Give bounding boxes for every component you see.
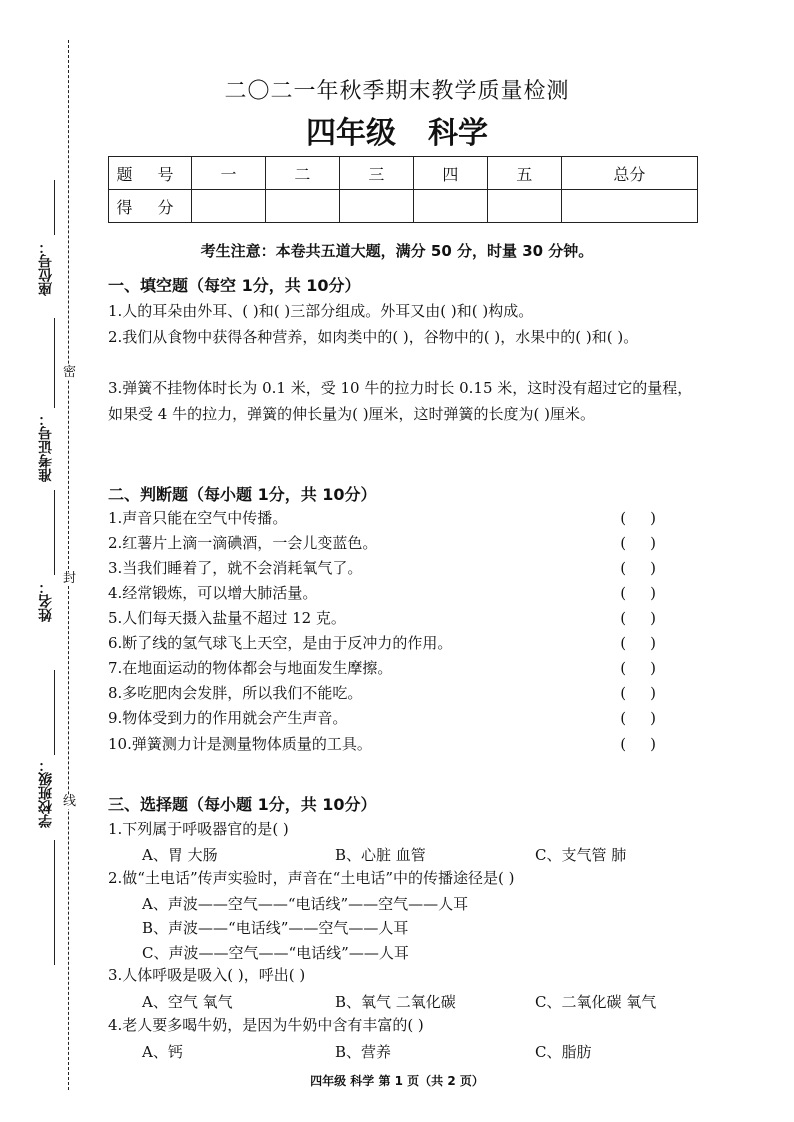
answer-paren[interactable]: () bbox=[620, 709, 680, 727]
choice-option-c[interactable]: C、二氧化碳 氧气 bbox=[535, 993, 657, 1011]
choice-option-a[interactable]: A、胃 大肠 bbox=[142, 846, 218, 864]
answer-paren[interactable]: () bbox=[620, 559, 680, 577]
choice-question-3: 3.人体呼吸是吸入( )，呼出( ) bbox=[108, 966, 306, 984]
score-row-label: 得 分 bbox=[109, 190, 192, 223]
answer-paren[interactable]: () bbox=[620, 534, 680, 552]
section2-title: 二、判断题（每小题 1分，共 10分） bbox=[108, 485, 377, 504]
judge-text: 5.人们每天摄入盐量不超过 12 克。 bbox=[108, 609, 346, 627]
judge-item bbox=[108, 556, 688, 581]
score-header-cell: 三 bbox=[339, 157, 413, 190]
judge-text: 7.在地面运动的物体都会与地面发生摩擦。 bbox=[108, 659, 393, 677]
score-header-cell: 五 bbox=[487, 157, 561, 190]
judge-text: 3.当我们睡着了，就不会消耗氧气了。 bbox=[108, 559, 363, 577]
score-header-cell: 总分 bbox=[561, 157, 697, 190]
judge-text: 2.红薯片上滴一滴碘酒，一会儿变蓝色。 bbox=[108, 534, 378, 552]
answer-paren[interactable]: () bbox=[620, 659, 680, 677]
answer-paren[interactable]: () bbox=[620, 634, 680, 652]
exam-number-label: 准考证号： bbox=[38, 412, 54, 482]
choice-option-a[interactable]: A、空气 氧气 bbox=[142, 993, 233, 1011]
judge-text: 1.声音只能在空气中传播。 bbox=[108, 509, 288, 527]
score-cell[interactable] bbox=[265, 190, 339, 223]
page-footer: 四年级 科学 第 1 页（共 2 页） bbox=[310, 1074, 484, 1088]
judge-text: 9.物体受到力的作用就会产生声音。 bbox=[108, 709, 348, 727]
seal-char-feng: 封 bbox=[63, 571, 77, 586]
judge-text: 10.弹簧测力计是测量物体质量的工具。 bbox=[108, 735, 372, 753]
choice-option-b[interactable]: B、氧气 二氧化碳 bbox=[335, 993, 456, 1011]
choice-option-b[interactable]: B、营养 bbox=[335, 1043, 392, 1061]
answer-paren[interactable]: () bbox=[620, 509, 680, 527]
exam-number-line[interactable] bbox=[54, 318, 55, 408]
judge-item bbox=[108, 706, 688, 731]
score-header-cell: 题 号 bbox=[109, 157, 192, 190]
section1-title: 一、填空题（每空 1分，共 10分） bbox=[108, 276, 361, 295]
score-cell[interactable] bbox=[339, 190, 413, 223]
exam-subtitle bbox=[0, 108, 794, 152]
judge-item bbox=[108, 506, 688, 531]
section3-title: 三、选择题（每小题 1分，共 10分） bbox=[108, 795, 377, 814]
fill-question-3: 3.弹簧不挂物体时长为 0.1 米，受 10 牛的拉力时长 0.15 米，这时没有超过它的量程，如果受 4 牛的拉力，弹簧的伸长量为( )厘米，这时弹簧的长度为( )厘米。 bbox=[108, 379, 693, 423]
seat-number-line[interactable] bbox=[54, 180, 55, 235]
score-header-cell: 二 bbox=[265, 157, 339, 190]
score-table bbox=[108, 156, 698, 223]
judge-text: 6.断了线的氢气球飞上天空，是由于反冲力的作用。 bbox=[108, 634, 453, 652]
judge-text: 4.经常锻炼，可以增大肺活量。 bbox=[108, 584, 318, 602]
choice-question-1: 1.下列属于呼吸器官的是( ) bbox=[108, 820, 289, 838]
school-label: 学校 bbox=[38, 800, 54, 828]
score-table-header-row bbox=[109, 157, 698, 190]
choice-question-4: 4.老人要多喝牛奶，是因为牛奶中含有丰富的( ) bbox=[108, 1016, 424, 1034]
binding-strip bbox=[0, 0, 90, 1122]
judge-item bbox=[108, 681, 688, 706]
answer-paren[interactable]: () bbox=[620, 584, 680, 602]
name-label: 姓名： bbox=[38, 580, 54, 622]
score-cell[interactable] bbox=[413, 190, 487, 223]
seal-char-mi: 密 bbox=[63, 365, 77, 380]
seal-char-xian: 线 bbox=[63, 794, 77, 809]
choice-option-c[interactable]: C、声波——空气——“电话线”——人耳 bbox=[142, 944, 409, 962]
answer-paren[interactable]: () bbox=[620, 684, 680, 702]
score-cell[interactable] bbox=[561, 190, 697, 223]
score-cell[interactable] bbox=[487, 190, 561, 223]
school-line[interactable] bbox=[54, 840, 55, 965]
choice-option-b[interactable]: B、声波——“电话线”——空气——人耳 bbox=[142, 919, 409, 937]
choice-option-b[interactable]: B、心脏 血管 bbox=[335, 846, 426, 864]
grade-label: 四年级 bbox=[306, 116, 396, 151]
judge-item bbox=[108, 732, 688, 757]
choice-option-c[interactable]: C、支气管 肺 bbox=[535, 846, 627, 864]
class-label: 班级： bbox=[38, 758, 54, 800]
judge-item bbox=[108, 606, 688, 631]
judge-item bbox=[108, 531, 688, 556]
score-header-cell: 四 bbox=[413, 157, 487, 190]
exam-notice: 考生注意：本卷共五道大题，满分 50 分，时量 30 分钟。 bbox=[200, 242, 594, 260]
score-table-score-row bbox=[109, 190, 698, 223]
judge-item bbox=[108, 581, 688, 606]
fill-question-2: 2.我们从食物中获得各种营养，如肉类中的( )，谷物中的( )，水果中的( )和( )。 bbox=[108, 328, 639, 346]
score-header-cell: 一 bbox=[192, 157, 266, 190]
choice-option-c[interactable]: C、脂肪 bbox=[535, 1043, 592, 1061]
seal-dashed-line bbox=[68, 40, 69, 1090]
exam-title: 二〇二一年秋季期末教学质量检测 bbox=[224, 79, 570, 104]
judge-item bbox=[108, 656, 688, 681]
judge-text: 8.多吃肥肉会发胖，所以我们不能吃。 bbox=[108, 684, 363, 702]
choice-option-a[interactable]: A、钙 bbox=[142, 1043, 183, 1061]
answer-paren[interactable]: () bbox=[620, 735, 680, 753]
subject-label: 科学 bbox=[428, 116, 488, 151]
fill-question-1: 1.人的耳朵由外耳、( )和( )三部分组成。外耳又由( )和( )构成。 bbox=[108, 302, 534, 320]
name-line[interactable] bbox=[54, 490, 55, 575]
choice-question-2: 2.做“土电话”传声实验时，声音在“土电话”中的传播途径是( ) bbox=[108, 869, 515, 887]
choice-option-a[interactable]: A、声波——空气——“电话线”——空气——人耳 bbox=[142, 895, 469, 913]
judge-item bbox=[108, 631, 688, 656]
score-cell[interactable] bbox=[192, 190, 266, 223]
seat-number-label: 座位号： bbox=[38, 240, 54, 296]
answer-paren[interactable]: () bbox=[620, 609, 680, 627]
class-line[interactable] bbox=[54, 670, 55, 755]
